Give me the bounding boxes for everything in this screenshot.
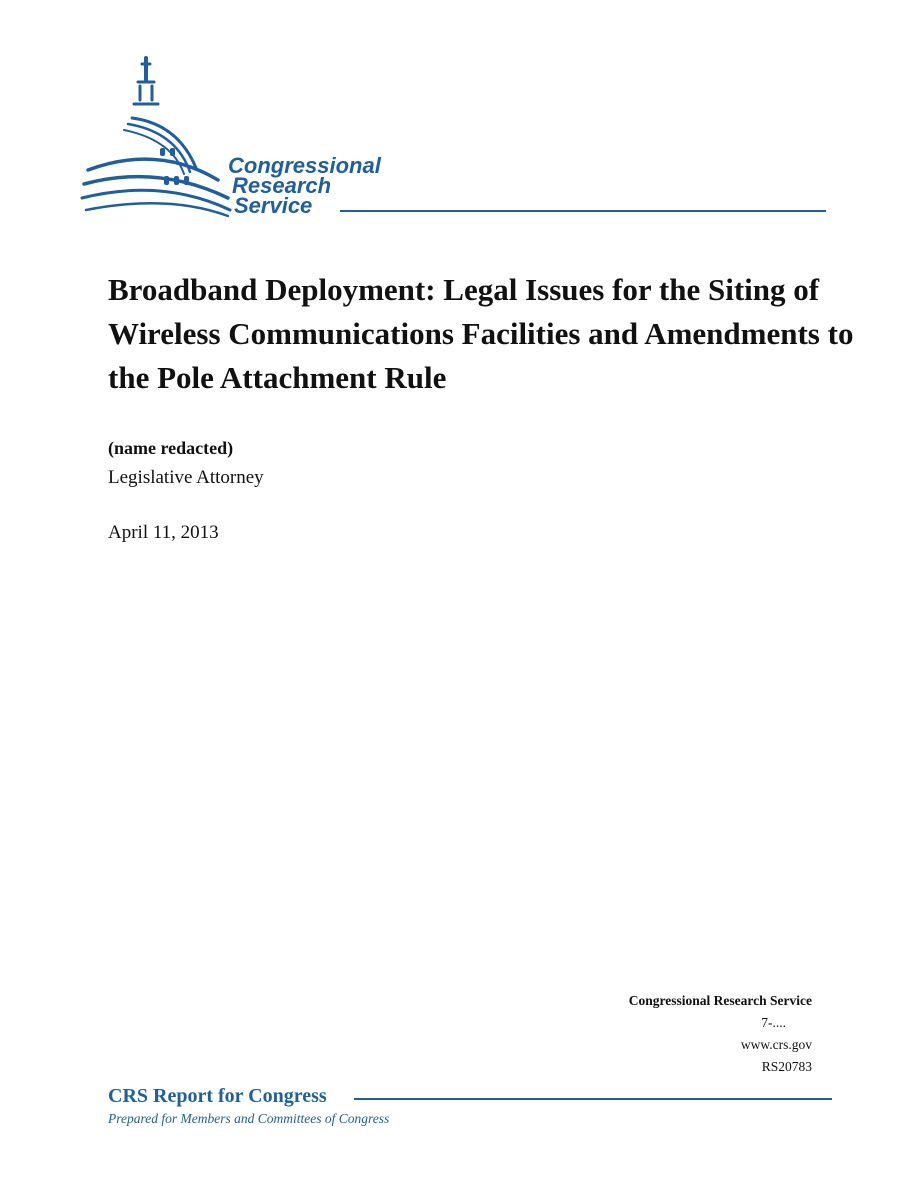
crs-url[interactable]: www.crs.gov [740, 1037, 812, 1052]
crs-org-name: Congressional Research Service [628, 993, 812, 1008]
capitol-dome-icon [78, 52, 238, 222]
crs-contact-number: 7-.... [761, 1015, 786, 1030]
footer-title: CRS Report for Congress [108, 1085, 327, 1107]
logo-line-service: Service [234, 193, 313, 218]
crs-info-block [629, 990, 812, 1078]
logo-line-congressional: Congressional [228, 153, 381, 178]
author-name: (name redacted) [108, 438, 234, 458]
logo-wordmark [228, 153, 381, 218]
author-role: Legislative Attorney [108, 467, 264, 488]
report-title: Broadband Deployment: Legal Issues for the Siting of Wireless Communications Facilities and Amendments to the Pole Attachment Rule [108, 272, 854, 395]
crs-report-id: RS20783 [761, 1059, 812, 1074]
report-date: April 11, 2013 [108, 522, 219, 543]
logo-divider [340, 210, 826, 212]
footer-divider [354, 1098, 832, 1100]
logo-line-research: Research [232, 173, 332, 198]
footer-subtitle: Prepared for Members and Committees of Congress [108, 1111, 390, 1126]
crs-logo [78, 52, 838, 232]
